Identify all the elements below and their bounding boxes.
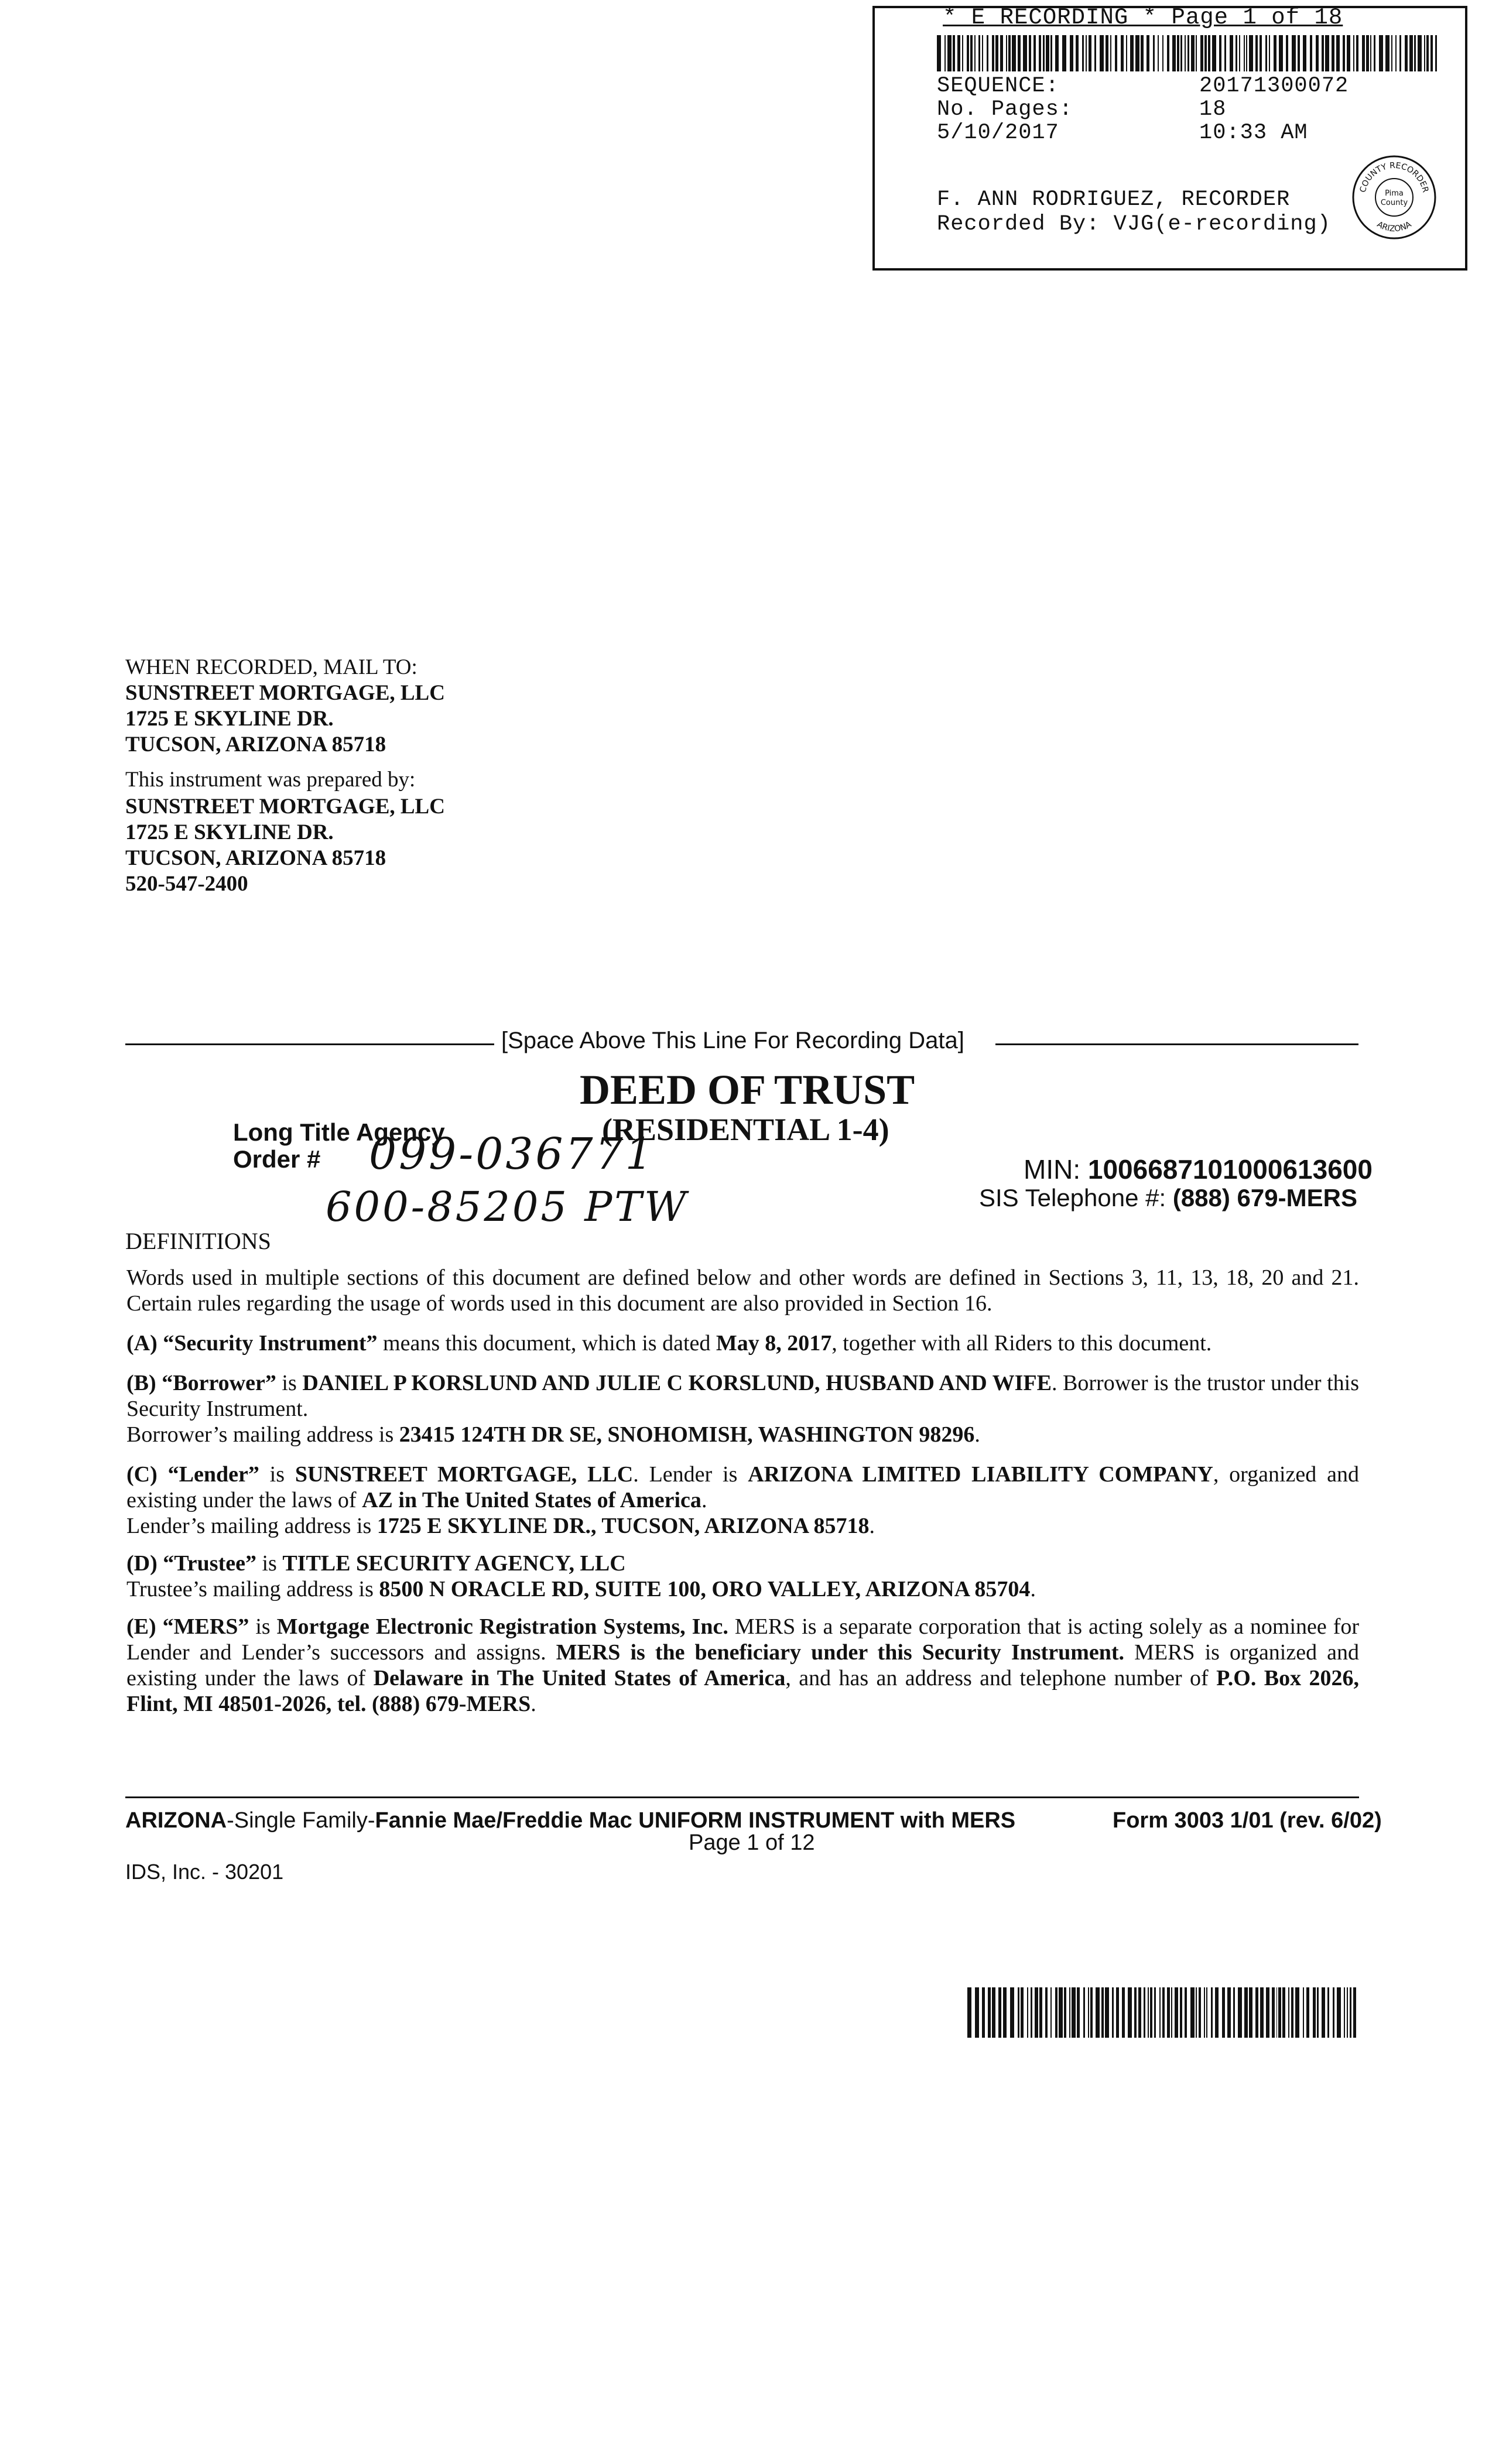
footer-ids: IDS, Inc. - 30201	[125, 1860, 284, 1884]
mail-to-line: 1725 E SKYLINE DR.	[125, 707, 334, 731]
prepared-by-line: 520-547-2400	[125, 872, 248, 896]
mail-to-line: SUNSTREET MORTGAGE, LLC	[125, 681, 445, 705]
pages-value: 18	[1199, 97, 1227, 122]
document-title: DEED OF TRUST	[580, 1066, 915, 1113]
mail-to-line: TUCSON, ARIZONA 85718	[125, 733, 386, 757]
min-label: MIN:	[1024, 1154, 1081, 1185]
handwritten-file-number: 600-85205 PTW	[326, 1183, 689, 1231]
intro-paragraph: Words used in multiple sections of this document are defined below and other words are defined in Sections 3, 11, 13, 18, 20 and 21. Certain rules regarding the usage of words used in this document are also provided in Section 16.	[126, 1265, 1359, 1316]
document-barcode	[967, 1987, 1360, 2038]
min-number	[1024, 1154, 1373, 1185]
svg-text:ARIZONA: ARIZONA	[1375, 220, 1414, 234]
county-seal-icon	[1350, 153, 1438, 241]
recording-time: 10:33 AM	[1199, 121, 1308, 145]
svg-text:Pima: Pima	[1385, 189, 1404, 198]
sis-value: (888) 679-MERS	[1172, 1184, 1357, 1212]
prepared-by-line: SUNSTREET MORTGAGE, LLC	[125, 795, 445, 819]
definitions-heading: DEFINITIONS	[125, 1228, 271, 1254]
recorded-by: Recorded By: VJG(e-recording)	[937, 212, 1331, 237]
handwritten-order-number: 099-036771	[369, 1129, 655, 1179]
title-agency-stamp: Long Title Agency	[233, 1118, 445, 1146]
recording-barcode	[937, 35, 1440, 71]
footer-form-description: ARIZONA-Single Family-Fannie Mae/Freddie Mac UNIFORM INSTRUMENT with MERS	[125, 1808, 1016, 1833]
prepared-by-line: 1725 E SKYLINE DR.	[125, 820, 334, 844]
recorder-name: F. ANN RODRIGUEZ, RECORDER	[937, 187, 1291, 212]
prepared-by-line: TUCSON, ARIZONA 85718	[125, 846, 386, 870]
document-subtitle: (RESIDENTIAL 1-4)	[602, 1112, 889, 1147]
section-a: (A) “Security Instrument” means this document, which is dated May 8, 2017, together with all Riders to this document.	[126, 1331, 1212, 1356]
svg-text:County: County	[1380, 199, 1408, 207]
space-above-label: [Space Above This Line For Recording Data]	[501, 1028, 964, 1053]
footer-rule	[125, 1796, 1359, 1798]
pages-label: No. Pages:	[937, 97, 1073, 122]
prepared-by-heading: This instrument was prepared by:	[125, 768, 416, 792]
section-d: (D) “Trustee” is TITLE SECURITY AGENCY, LLC Trustee’s mailing address is 8500 N ORACLE RD, SUITE 100, ORO VALLEY, ARIZONA 85704.	[126, 1551, 1036, 1601]
sis-telephone	[979, 1184, 1357, 1212]
min-value: 1006687101000613600	[1087, 1154, 1373, 1185]
footer-form-number: Form 3003 1/01 (rev. 6/02)	[1113, 1808, 1382, 1833]
recording-rule-left	[125, 1043, 494, 1045]
recording-rule-right	[995, 1043, 1358, 1045]
svg-text:COUNTY RECORDER: COUNTY RECORDER	[1358, 160, 1430, 194]
recording-date: 5/10/2017	[937, 121, 1059, 145]
sequence-label: SEQUENCE:	[937, 74, 1059, 98]
section-c: (C) “Lender” is SUNSTREET MORTGAGE, LLC. Lender is ARIZONA LIMITED LIABILITY COMPANY, organized and existing under the laws of AZ in The United States of America. Lender’s mailing address is 1725 E SKYLINE DR., TUCSON, ARIZONA 85718.	[126, 1462, 1359, 1538]
order-label: Order #	[233, 1145, 321, 1173]
sis-label: SIS Telephone #:	[979, 1184, 1166, 1212]
section-b: (B) “Borrower” is DANIEL P KORSLUND AND JULIE C KORSLUND, HUSBAND AND WIFE. Borrower is the trustor under this Security Instrument. Borrower’s mailing address is 23415 124TH DR SE, SNOHOMISH, WASHINGTON 98296.	[126, 1371, 1359, 1447]
sequence-value: 20171300072	[1199, 74, 1349, 98]
mail-to-heading: WHEN RECORDED, MAIL TO:	[125, 655, 417, 679]
section-e: (E) “MERS” is Mortgage Electronic Registration Systems, Inc. MERS is a separate corporation that is acting solely as a nominee for Lender and Lender’s successors and assigns. MERS is the beneficiary under this Security Instrument. MERS is organized and existing under the laws of Delaware in The United States of America, and has an address and telephone number of P.O. Box 2026, Flint, MI 48501-2026, tel. (888) 679-MERS.	[126, 1614, 1360, 1716]
recording-title: * E RECORDING * Page 1 of 18	[943, 5, 1343, 30]
footer-page-number: Page 1 of 12	[689, 1830, 815, 1855]
